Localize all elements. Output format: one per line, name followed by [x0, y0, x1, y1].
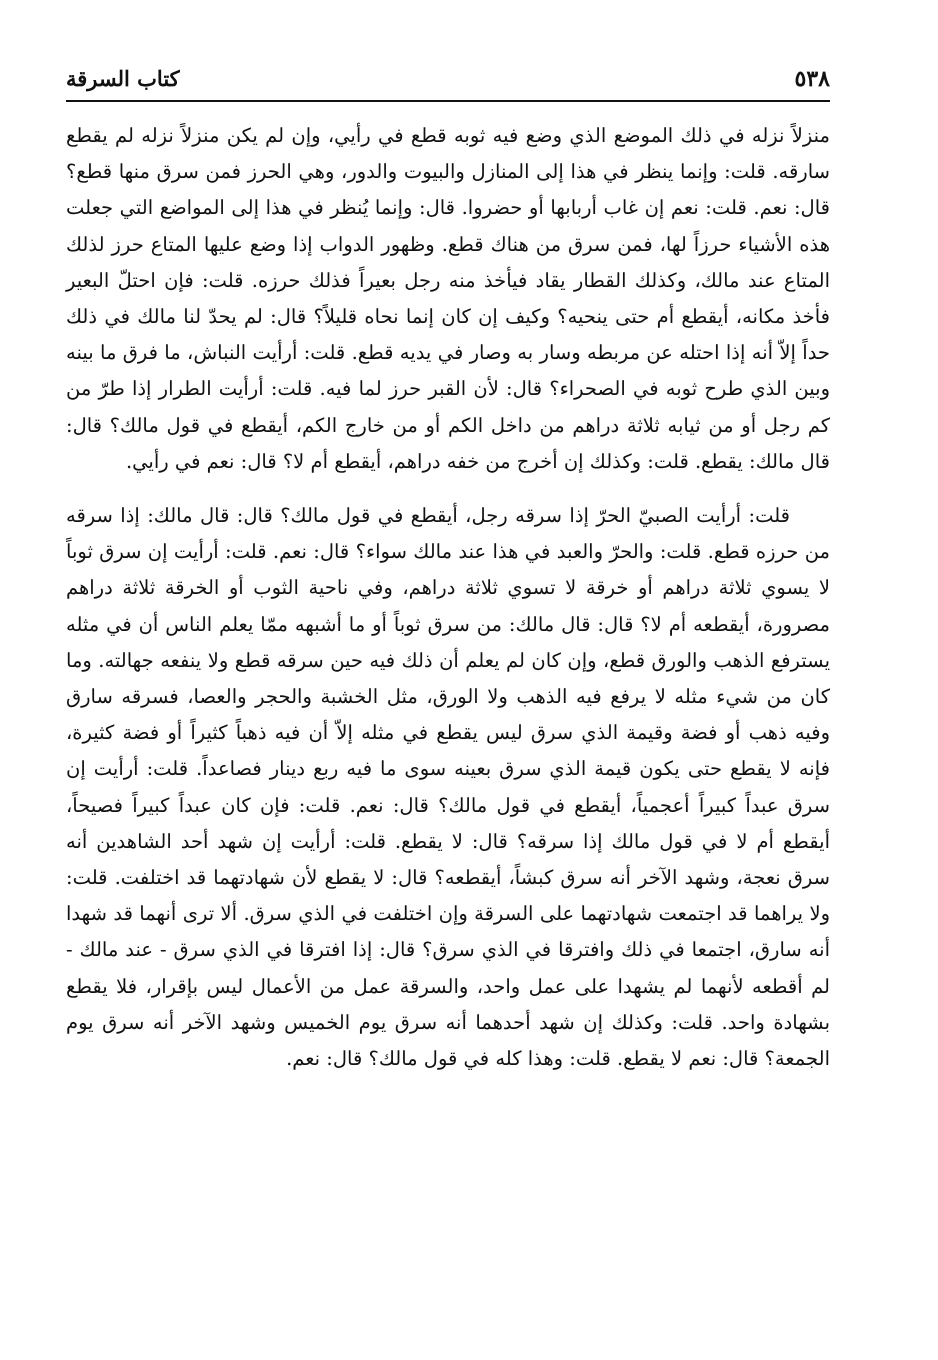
- body-text: [66, 118, 830, 1077]
- book-title: كتاب السرقة: [66, 66, 180, 91]
- paragraph: منزلاً نزله في ذلك الموضع الذي وضع فيه ثوبه قطع في رأيي، وإن لم يكن منزلاً نزله لم يقطع سارقه. قلت: وإنما ينظر في هذا إلى المنازل والبيوت والدور، وهي الحرز فمن سرق منها قطع؟ قال: نعم. قلت: نعم إن غاب أربابها أو حضروا. قال: وإنما يُنظر في هذا إلى المواضع التي جعلت هذه الأشياء حرزاً لها، فمن سرق من هناك قطع. وظهور الدواب إذا وضع عليها المتاع حرز لذلك المتاع عند مالك، وكذلك القطار يقاد فيأخذ منه رجل بعيراً فذلك حرزه. قلت: فإن احتلّ البعير فأخذ مكانه، أيقطع أم حتى ينحيه؟ وكيف إن كان إنما نحاه قليلاً؟ قال: لم يحدّ لنا مالك في ذلك حداً إلاّ أنه إذا احتله عن مربطه وسار به وصار في يديه قطع. قلت: أرأيت النباش، ما فرق ما بينه وبين الذي طرح ثوبه في الصحراء؟ قال: لأن القبر حرز لما فيه. قلت: أرأيت الطرار إذا طرّ من كم رجل أو من ثيابه ثلاثة دراهم من داخل الكم أو من خارج الكم، أيقطع في قول مالك؟ قال: قال مالك: يقطع. قلت: وكذلك إن أخرج من خفه دراهم، أيقطع أم لا؟ قال: نعم في رأيي.: [66, 124, 831, 473]
- paragraph: قلت: أرأيت الصبيّ الحرّ إذا سرقه رجل، أيقطع في قول مالك؟ قال: قال مالك: إذا سرقه من حرزه قطع. قلت: والحرّ والعبد في هذا عند مالك سواء؟ قال: نعم. قلت: أرأيت إن سرق ثوباً لا يسوي ثلاثة دراهم أو خرقة لا تسوي ثلاثة دراهم، وفي ناحية الثوب أو الخرقة ثلاثة دراهم مصرورة، أيقطعه أم لا؟ قال: قال مالك: من سرق ثوباً أو ما أشبهه ممّا يعلم الناس أن في مثله يسترفع الذهب والورق قطع، وإن كان لم يعلم أن ذلك فيه حين سرقه قطع ولا ينفعه جهالته. وما كان من شيء مثله لا يرفع فيه الذهب ولا الورق، مثل الخشبة والحجر والعصا، فسرقه سارق وفيه ذهب أو فضة وقيمة الذي سرق ليس يقطع في مثله إلاّ أن فيه ذهباً كثيراً أو فضة كثيرة، فإنه لا يقطع حتى يكون قيمة الذي سرق بعينه سوى ما فيه ربع دينار فصاعداً. قلت: أرأيت إن سرق عبداً كبيراً أعجمياً، أيقطع في قول مالك؟ قال: نعم. قلت: فإن كان عبداً كبيراً فصيحاً، أيقطع أم لا في قول مالك إذا سرقه؟ قال: لا يقطع. قلت: أرأيت إن شهد أحد الشاهدين أنه سرق نعجة، وشهد الآخر أنه سرق كبشاً، أيقطعه؟ قال: لا يقطع لأن شهادتهما قد اختلفت. قلت: ولا يراهما قد اجتمعت شهادتهما على السرقة وإن اختلفت في الذي سرق. ألا ترى أنهما قد شهدا أنه سارق، اجتمعا في ذلك وافترقا في الذي سرق؟ قال: إذا افترقا في الذي سرق - عند مالك - لم أقطعه لأنهما لم يشهدا على عمل واحد، والسرقة عمل من الأعمال ليس بإقرار، فلا يقطع بشهادة واحد. قلت: وكذلك إن شهد أحدهما أنه سرق يوم الخميس وشهد الآخر أنه سرق يوم الجمعة؟ قال: نعم لا يقطع. قلت: وهذا كله في قول مالك؟ قال: نعم.: [66, 504, 830, 1071]
- page-number: ٥٣٨: [794, 66, 830, 92]
- page-header: [66, 60, 830, 102]
